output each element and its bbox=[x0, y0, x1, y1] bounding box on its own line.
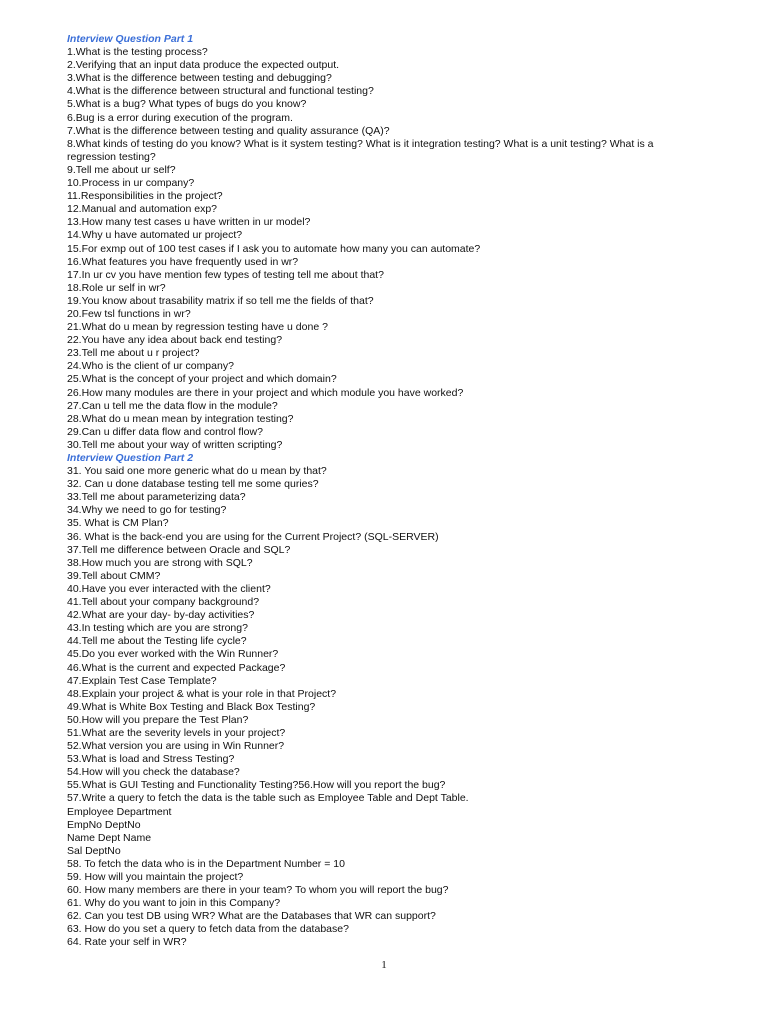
question-line: Sal DeptNo bbox=[67, 844, 121, 857]
question-line: 1.What is the testing process? bbox=[67, 46, 208, 59]
question-line: 42.What are your day- by-day activities? bbox=[67, 609, 255, 622]
question-line: 36. What is the back-end you are using for the Current Project? (SQL-SERVER) bbox=[67, 530, 439, 543]
question-line: 26.How many modules are there in your project and which module you have worked? bbox=[67, 386, 464, 399]
part1-heading: Interview Question Part 1 bbox=[67, 33, 194, 45]
question-line: 10.Process in ur company? bbox=[67, 177, 195, 190]
question-line: 29.Can u differ data flow and control flow? bbox=[67, 425, 263, 438]
question-line: 34.Why we need to go for testing? bbox=[67, 504, 227, 517]
question-line: 45.Do you ever worked with the Win Runner? bbox=[67, 648, 279, 661]
question-line: 41.Tell about your company background? bbox=[67, 596, 260, 609]
question-line: 62. Can you test DB using WR? What are the Databases that WR can support? bbox=[67, 910, 436, 923]
question-line: Name Dept Name bbox=[67, 831, 152, 844]
question-line: 54.How will you check the database? bbox=[67, 766, 240, 779]
question-line: 25.What is the concept of your project and which domain? bbox=[67, 373, 337, 386]
document-body bbox=[67, 33, 727, 950]
question-line: 13.How many test cases u have written in ur model? bbox=[67, 216, 311, 229]
question-line: 46.What is the current and expected Package? bbox=[67, 661, 286, 674]
question-line: 51.What are the severity levels in your project? bbox=[67, 726, 286, 739]
question-line: 47.Explain Test Case Template? bbox=[67, 674, 217, 687]
question-line: 50.How will you prepare the Test Plan? bbox=[67, 713, 249, 726]
question-line: 64. Rate your self in WR? bbox=[67, 936, 187, 949]
question-line: 6.Bug is a error during execution of the program. bbox=[67, 111, 293, 124]
question-line: 39.Tell about CMM? bbox=[67, 569, 161, 582]
question-line: 18.Role ur self in wr? bbox=[67, 281, 166, 294]
question-line: 48.Explain your project & what is your role in that Project? bbox=[67, 687, 337, 700]
question-line: 31. You said one more generic what do u mean by that? bbox=[67, 465, 327, 478]
question-line: 60. How many members are there in your team? To whom you will report the bug? bbox=[67, 884, 449, 897]
question-line: 15.For exmp out of 100 test cases if I ask you to automate how many you can automate? bbox=[67, 242, 481, 255]
question-line: 44.Tell me about the Testing life cycle? bbox=[67, 635, 247, 648]
question-line: 21.What do u mean by regression testing have u done ? bbox=[67, 321, 328, 334]
question-line: 35. What is CM Plan? bbox=[67, 517, 169, 530]
question-line: 30.Tell me about your way of written scripting? bbox=[67, 438, 283, 451]
page-number: 1 bbox=[381, 959, 387, 971]
question-line: 24.Who is the client of ur company? bbox=[67, 360, 234, 373]
question-line: regression testing? bbox=[67, 150, 156, 163]
question-line: 22.You have any idea about back end testing? bbox=[67, 334, 283, 347]
question-line: 37.Tell me difference between Oracle and SQL? bbox=[67, 543, 291, 556]
question-line: 43.In testing which are you are strong? bbox=[67, 622, 248, 635]
question-line: 32. Can u done database testing tell me some quries? bbox=[67, 478, 319, 491]
part2-question-list bbox=[67, 465, 727, 949]
question-line: 5.What is a bug? What types of bugs do you know? bbox=[67, 98, 307, 111]
question-line: 4.What is the difference between structural and functional testing? bbox=[67, 85, 374, 98]
question-line: 55.What is GUI Testing and Functionality Testing?56.How will you report the bug? bbox=[67, 779, 446, 792]
question-line: 38.How much you are strong with SQL? bbox=[67, 556, 253, 569]
question-line: Employee Department bbox=[67, 805, 172, 818]
question-line: 11.Responsibilities in the project? bbox=[67, 190, 223, 203]
question-line: EmpNo DeptNo bbox=[67, 818, 141, 831]
question-line: 12.Manual and automation exp? bbox=[67, 203, 218, 216]
part2-heading: Interview Question Part 2 bbox=[67, 452, 194, 464]
question-line: 52.What version you are using in Win Runner? bbox=[67, 740, 285, 753]
question-line: 27.Can u tell me the data flow in the module? bbox=[67, 399, 278, 412]
question-line: 7.What is the difference between testing and quality assurance (QA)? bbox=[67, 124, 390, 137]
question-line: 40.Have you ever interacted with the client? bbox=[67, 582, 271, 595]
question-line: 33.Tell me about parameterizing data? bbox=[67, 491, 246, 504]
question-line: 8.What kinds of testing do you know? What is it system testing? What is it integration testing? What is a unit testing? What is a bbox=[67, 137, 654, 150]
question-line: 57.Write a query to fetch the data is the table such as Employee Table and Dept Table. bbox=[67, 792, 469, 805]
question-line: 20.Few tsl functions in wr? bbox=[67, 307, 191, 320]
question-line: 53.What is load and Stress Testing? bbox=[67, 753, 235, 766]
question-line: 49.What is White Box Testing and Black Box Testing? bbox=[67, 700, 316, 713]
part1-question-list bbox=[67, 46, 727, 452]
question-line: 58. To fetch the data who is in the Department Number = 10 bbox=[67, 857, 345, 870]
question-line: 16.What features you have frequently used in wr? bbox=[67, 255, 299, 268]
question-line: 63. How do you set a query to fetch data from the database? bbox=[67, 923, 349, 936]
question-line: 23.Tell me about u r project? bbox=[67, 347, 200, 360]
question-line: 2.Verifying that an input data produce the expected output. bbox=[67, 59, 340, 72]
question-line: 28.What do u mean mean by integration testing? bbox=[67, 412, 294, 425]
question-line: 59. How will you maintain the project? bbox=[67, 871, 244, 883]
question-line: 17.In ur cv you have mention few types of testing tell me about that? bbox=[67, 268, 384, 281]
question-line: 61. Why do you want to join in this Company? bbox=[67, 897, 281, 910]
question-line: 14.Why u have automated ur project? bbox=[67, 229, 243, 242]
question-line: 19.You know about trasability matrix if so tell me the fields of that? bbox=[67, 294, 374, 307]
question-line: 3.What is the difference between testing and debugging? bbox=[67, 72, 332, 85]
question-line: 9.Tell me about ur self? bbox=[67, 163, 176, 176]
